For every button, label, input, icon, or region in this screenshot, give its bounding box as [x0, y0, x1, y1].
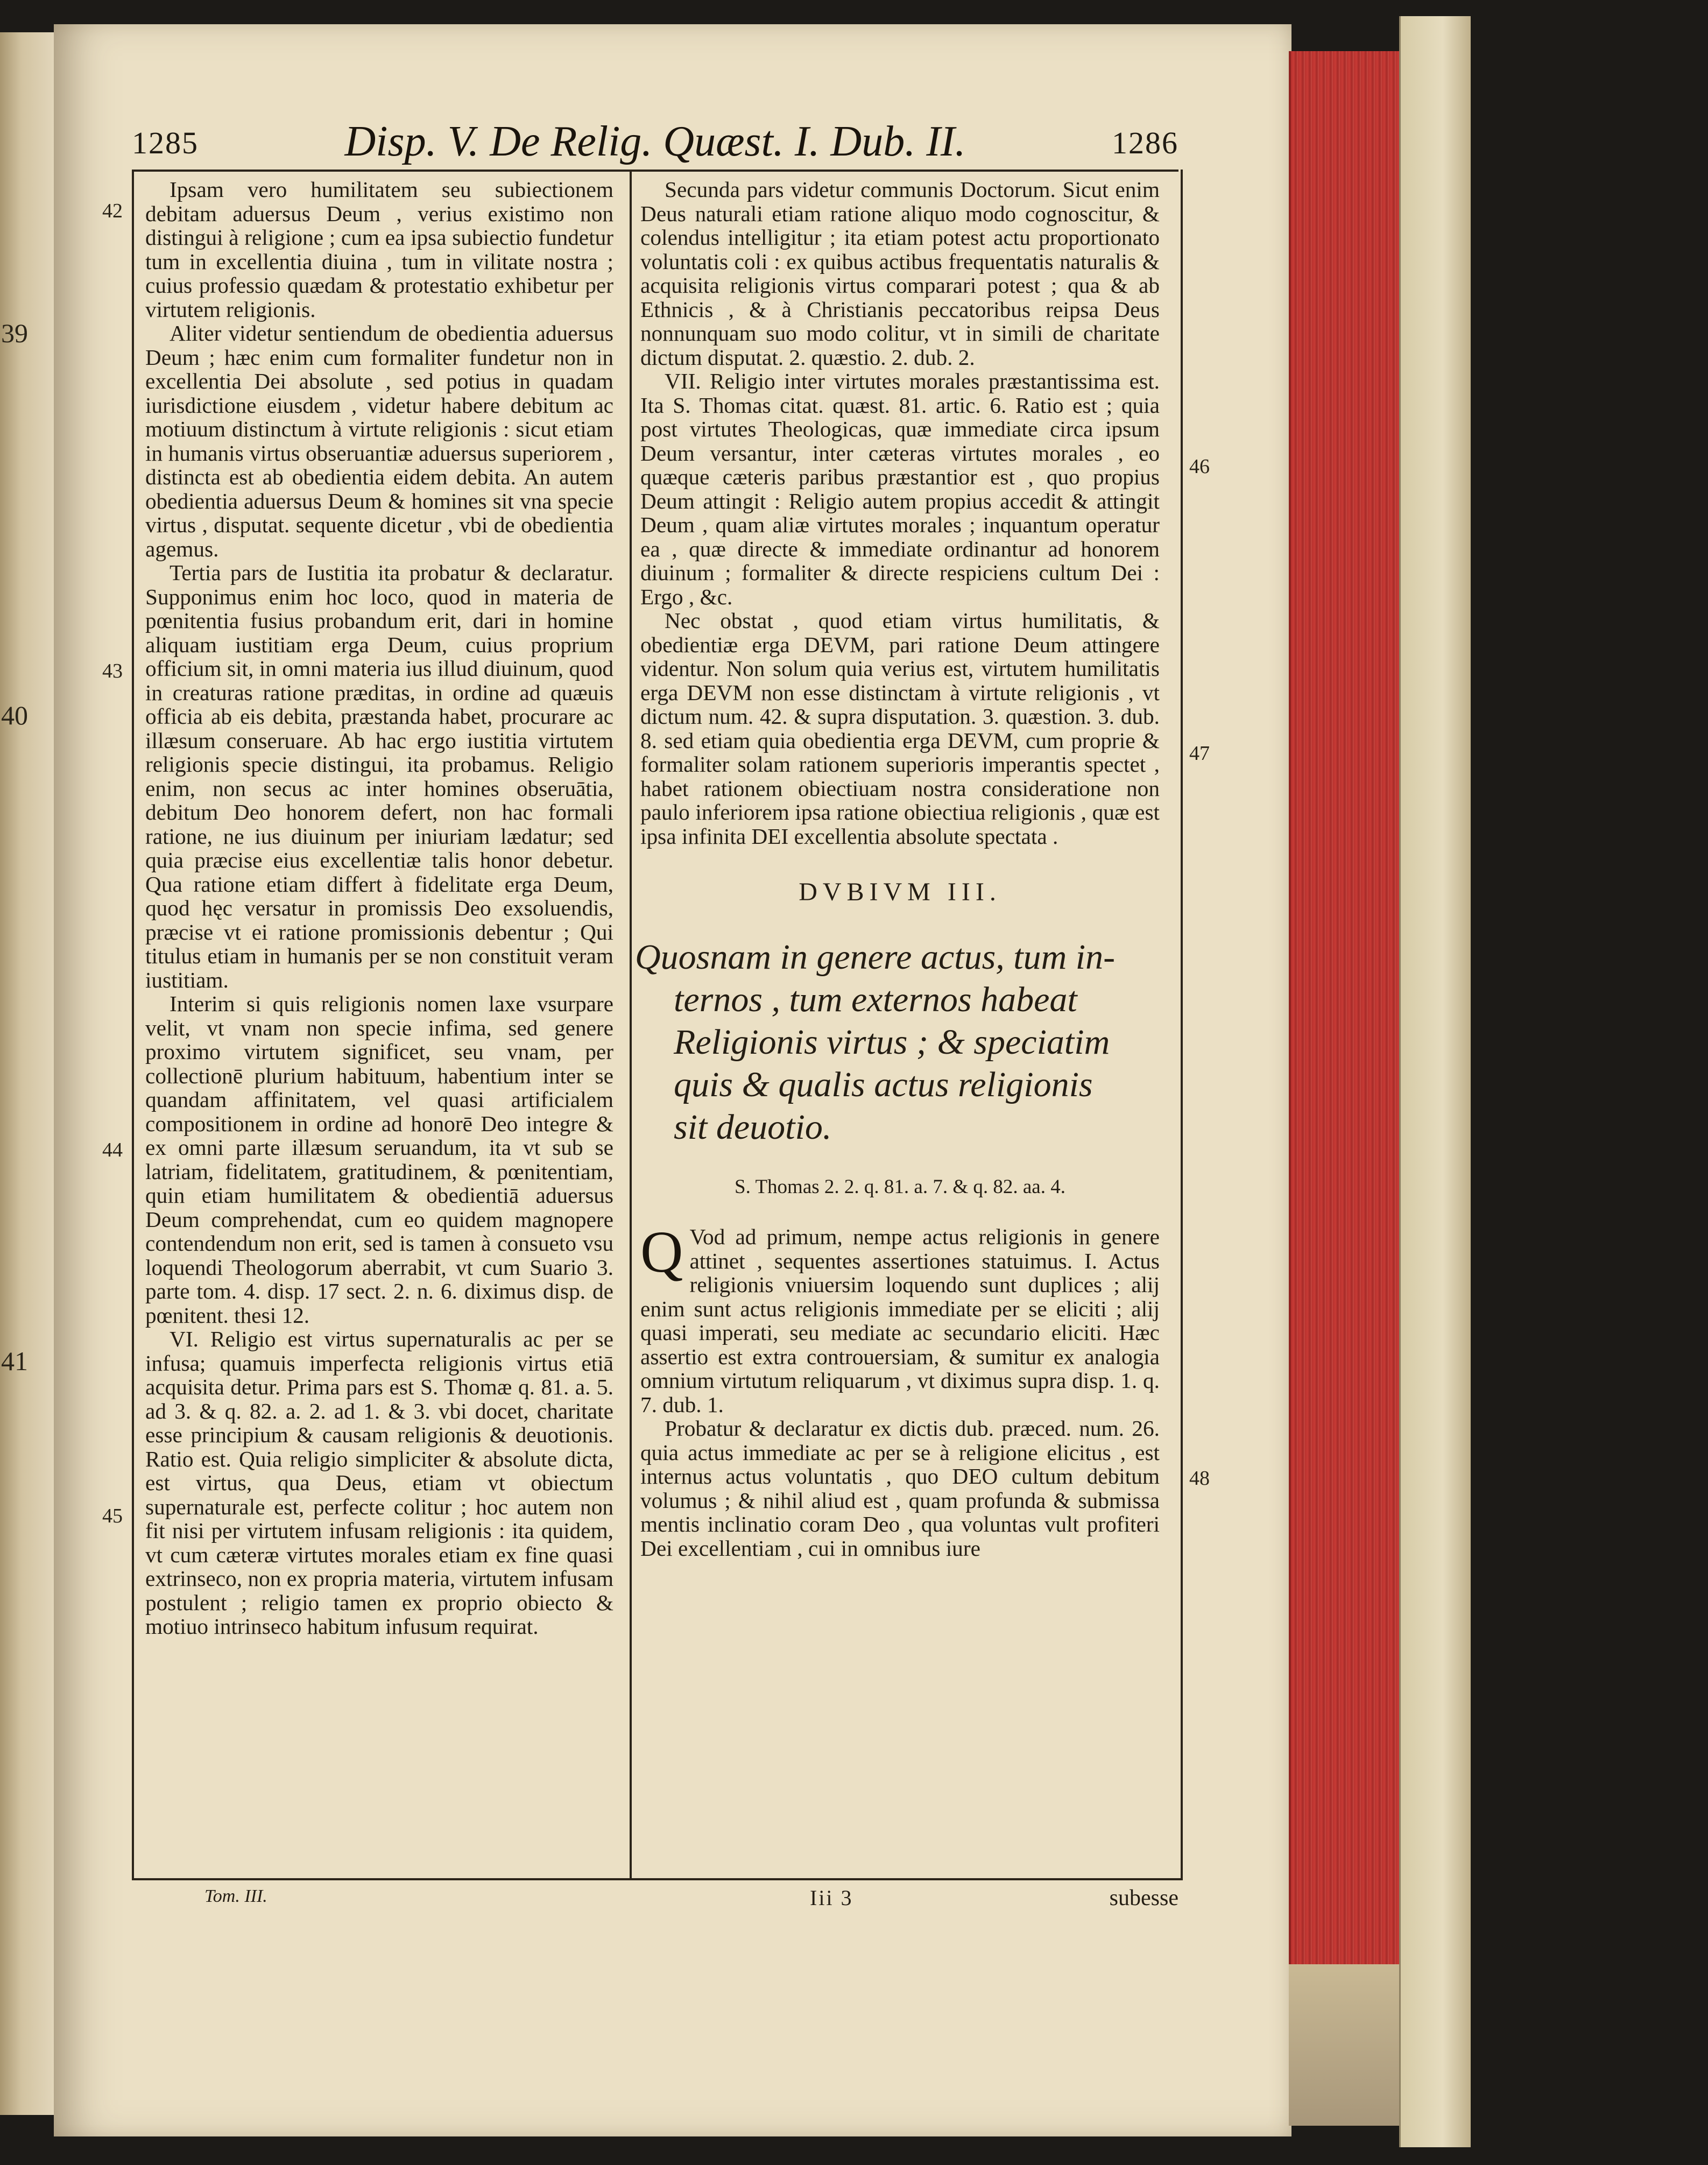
book-cover [1399, 16, 1471, 2147]
margin-number: 44 [102, 1139, 123, 1161]
signature-mark: Iii 3 [810, 1886, 853, 1910]
section-heading: DVBIVM III. [799, 878, 1001, 906]
paragraph: Probatur & declaratur ex dictis dub. præced. num. 26. quia actus immediate ac per se à religione elicitus , est internus actus voluntatis , quo DEO cultum debitum volumus ; & nihil aliud est , quam profunda & submissa mentis inclinatio coram Deo , qua voluntas vult profiteri Dei excellentiam , cui in omnibus iure [640, 1416, 1160, 1561]
left-column [145, 178, 613, 1639]
paragraph: Interim si quis religionis nomen laxe vsurpare velit, vt vnam non specie infima, sed genere proximo virtutem significet, seu vnam, per collectionē plurium habituum, habentium inter se quandam affinitatem, vel quasi artificialem compositionem in ordine ad honorē Deo integre & ex omni parte illæsum seruandum, ita vt sub se latriam, fidelitatem, gratitudinem, & pœnitentiam, quin etiam humilitatem & obedientiā aduersus Deum comprehendat, cum eo quidem magnopere contendendum non erit, sed is tamen à consueto vsu loquendi Theologorum aberrabit, vt cum Suario 3. parte tom. 4. disp. 17 sect. 2. n. 6. diximus disp. de pœnitent. thesi 12. [145, 991, 613, 1328]
page-footer [132, 1886, 1178, 1924]
catchword: subesse [1109, 1886, 1178, 1910]
page-header [132, 113, 1178, 172]
paragraph: VII. Religio inter virtutes morales præstantissima est. Ita S. Thomas citat. quæst. 81. artic. 6. Ratio est ; quia post virtutes Theologicas, quæ immediate circa ipsum Deum versantur, inter cæteras virtutes morales , eo quæque cæteris paribus præstantior est , quo propius Deum attingit : Religio autem propius accedit & attingit Deum , quam aliæ virtutes morales ; inquantum operatur ea , quæ directe & immediate ordinantur ad honorem diuinum ; formaliter & directe respiciens cultum Dei : Ergo , &c. [640, 369, 1160, 609]
margin-number: 48 [1189, 1467, 1210, 1490]
reference-line: S. Thomas 2. 2. q. 81. a. 7. & q. 82. aa. 4. [735, 1175, 1065, 1198]
page-number-right: 1286 [1112, 125, 1178, 160]
left-margin-number: 40 [1, 700, 28, 730]
drop-cap: Q [640, 1219, 683, 1285]
page-number-left: 1285 [132, 125, 199, 160]
question-line: Religionis virtus ; & speciatim [674, 1022, 1110, 1062]
question-line: Quosnam in genere actus, tum in- [635, 937, 1116, 977]
paragraph: Ipsam vero humilitatem seu subiectionem debitam aduersus Deum , verius existimo non distingui à religione ; cum ea ipsa subiectio fundetur tum in excellentia diuina , tum in vilitate nostra ; cuius professio quædam & protestatio exhibetur per virtutem religionis. [145, 177, 613, 322]
paragraph: Aliter videtur sentiendum de obedientia aduersus Deum ; hæc enim cum formaliter fundetur non in excellentia Dei absolute , sed potius in quadam iurisdictione eiusdem , videtur habere debitum ac motiuum distinctum à virtute religionis : sicut etiam in humanis virtus obseruantiæ aduersus superiorem , distincta est ab obedientia eidem debita. An autem obedientia aduersus Deum & homines sit vna specie virtus , disputat. sequente dicetur , vbi de obedientia agemus. [145, 321, 613, 561]
paragraph: Secunda pars videtur communis Doctorum. Sicut enim Deus naturali etiam ratione aliquo modo cognoscitur, & colendus intelligitur ; ita etiam potest actu proportionato voluntatis coli : ex quibus actibus frequentatis naturalis & acquisita religionis virtus comparari potest ; qua & ab Ethnicis , & à Christianis peccatoribus reipsa Deus nonnunquam suo modo colitur, vt in simili de charitate dictum disputat. 2. quæstio. 2. dub. 2. [640, 177, 1160, 370]
left-margin-number: 39 [1, 318, 28, 348]
margin-number: 43 [102, 660, 123, 682]
running-title: Disp. V. De Relig. Quæst. I. Dub. II. [344, 118, 966, 165]
paragraph: Tertia pars de Iustitia ita probatur & declaratur. Supponimus enim hoc loco, quod in materia de pœnitentia fusius probandum erit, dari in homine aliquam iustitiam erga Deum, cuius proprium officium sit, in omni materia ius illud diuinum, quod in creaturas ratione præditas, in ordine ad quæuis officia ab eis debita, præstanda habet, procurare ac illæsum conseruare. Ab hac ergo iustitia virtutem religionis specie distingui, ita probamus. Religio enim, non secus ac inter homines obseruātia, debitum Deo honorem defert, non hac formali ratione, ne ius diuinum per iniuriam lædatur; sed quia præcise eius excellentiæ talis honor debetur. Qua ratione etiam differt à fidelitate erga Deum, quod hęc versatur in promissis Deo exsoluendis, præcise vt ei ratione promissionis debentur ; Qui titulus etiam in humanis per se non constituit veram iustitiam. [145, 560, 613, 992]
red-page-edge [1289, 51, 1409, 1967]
question-line: quis & qualis actus religionis [674, 1064, 1093, 1104]
margin-number: 46 [1189, 455, 1210, 478]
column-divider [630, 170, 632, 1878]
left-page-edge [0, 32, 55, 2115]
paragraph [640, 1219, 1160, 1417]
margin-number: 42 [102, 200, 123, 222]
margin-number: 45 [102, 1505, 123, 1527]
right-column [635, 177, 1160, 1561]
question-line: sit deuotio. [674, 1107, 832, 1147]
question-line: ternos , tum externos habeat [674, 979, 1077, 1019]
paragraph-text: Vod ad primum, nempe actus religionis in genere attinet , sequentes assertiones statuimus. I. Actus religionis vniuersim loquendo sunt duplices ; alij enim sunt actus religionis immediate per se eliciti ; alij quasi imperati, seu mediate ac secundario eliciti. Hæc assertio est extra controuersiam, & sumitur ex analogia omnium virtutum reliquarum , vt diximus supra disp. 1. q. 7. dub. 1. [640, 1224, 1160, 1417]
paragraph: Nec obstat , quod etiam virtus humilitatis, & obedientiæ erga DEVM, pari ratione Deum attingere videntur. Non solum quia verius est, virtutem humilitatis erga DEVM non esse distinctam à virtute religionis , vt dictum num. 42. & supra disputation. 3. quæstion. 3. dub. 8. sed etiam quia obedientia erga DEVM, cum proprie & formaliter solam rationem superioris imperantis spectet , habet rationem obiectiuam nostra consideratione non paulo inferiorem ipsa ratione obiectiua religionis , quæ est ipsa infinita DEI excellentia absolute spectata . [640, 608, 1160, 849]
left-margin-number: 41 [1, 1346, 28, 1376]
margin-number: 47 [1189, 742, 1210, 765]
paragraph: VI. Religio est virtus supernaturalis ac per se infusa; quamuis imperfecta religionis virtus etiā acquisita detur. Prima pars est S. Thomæ q. 81. a. 5. ad 3. & q. 82. a. 2. ad 1. & 3. vbi docet, charitate esse principium & causam religionis & deuotionis. Ratio est. Quia religio simpliciter & absolute dicta, est virtus, qua Deus, etiam vt obiectum supernaturale est, perfecte colitur ; hoc autem non fit nisi per virtutem infusam religionis : ita quidem, vt cum cæteræ virtutes morales etiam ex fine quasi extrinseco, non ex propria materia, virtutem infusam postulent ; religio tamen ex proprio obiecto & motiuo intrinseco habitum infusum requirat. [145, 1327, 613, 1639]
question-title [635, 936, 1160, 1148]
volume-label: Tom. III. [204, 1886, 267, 1906]
